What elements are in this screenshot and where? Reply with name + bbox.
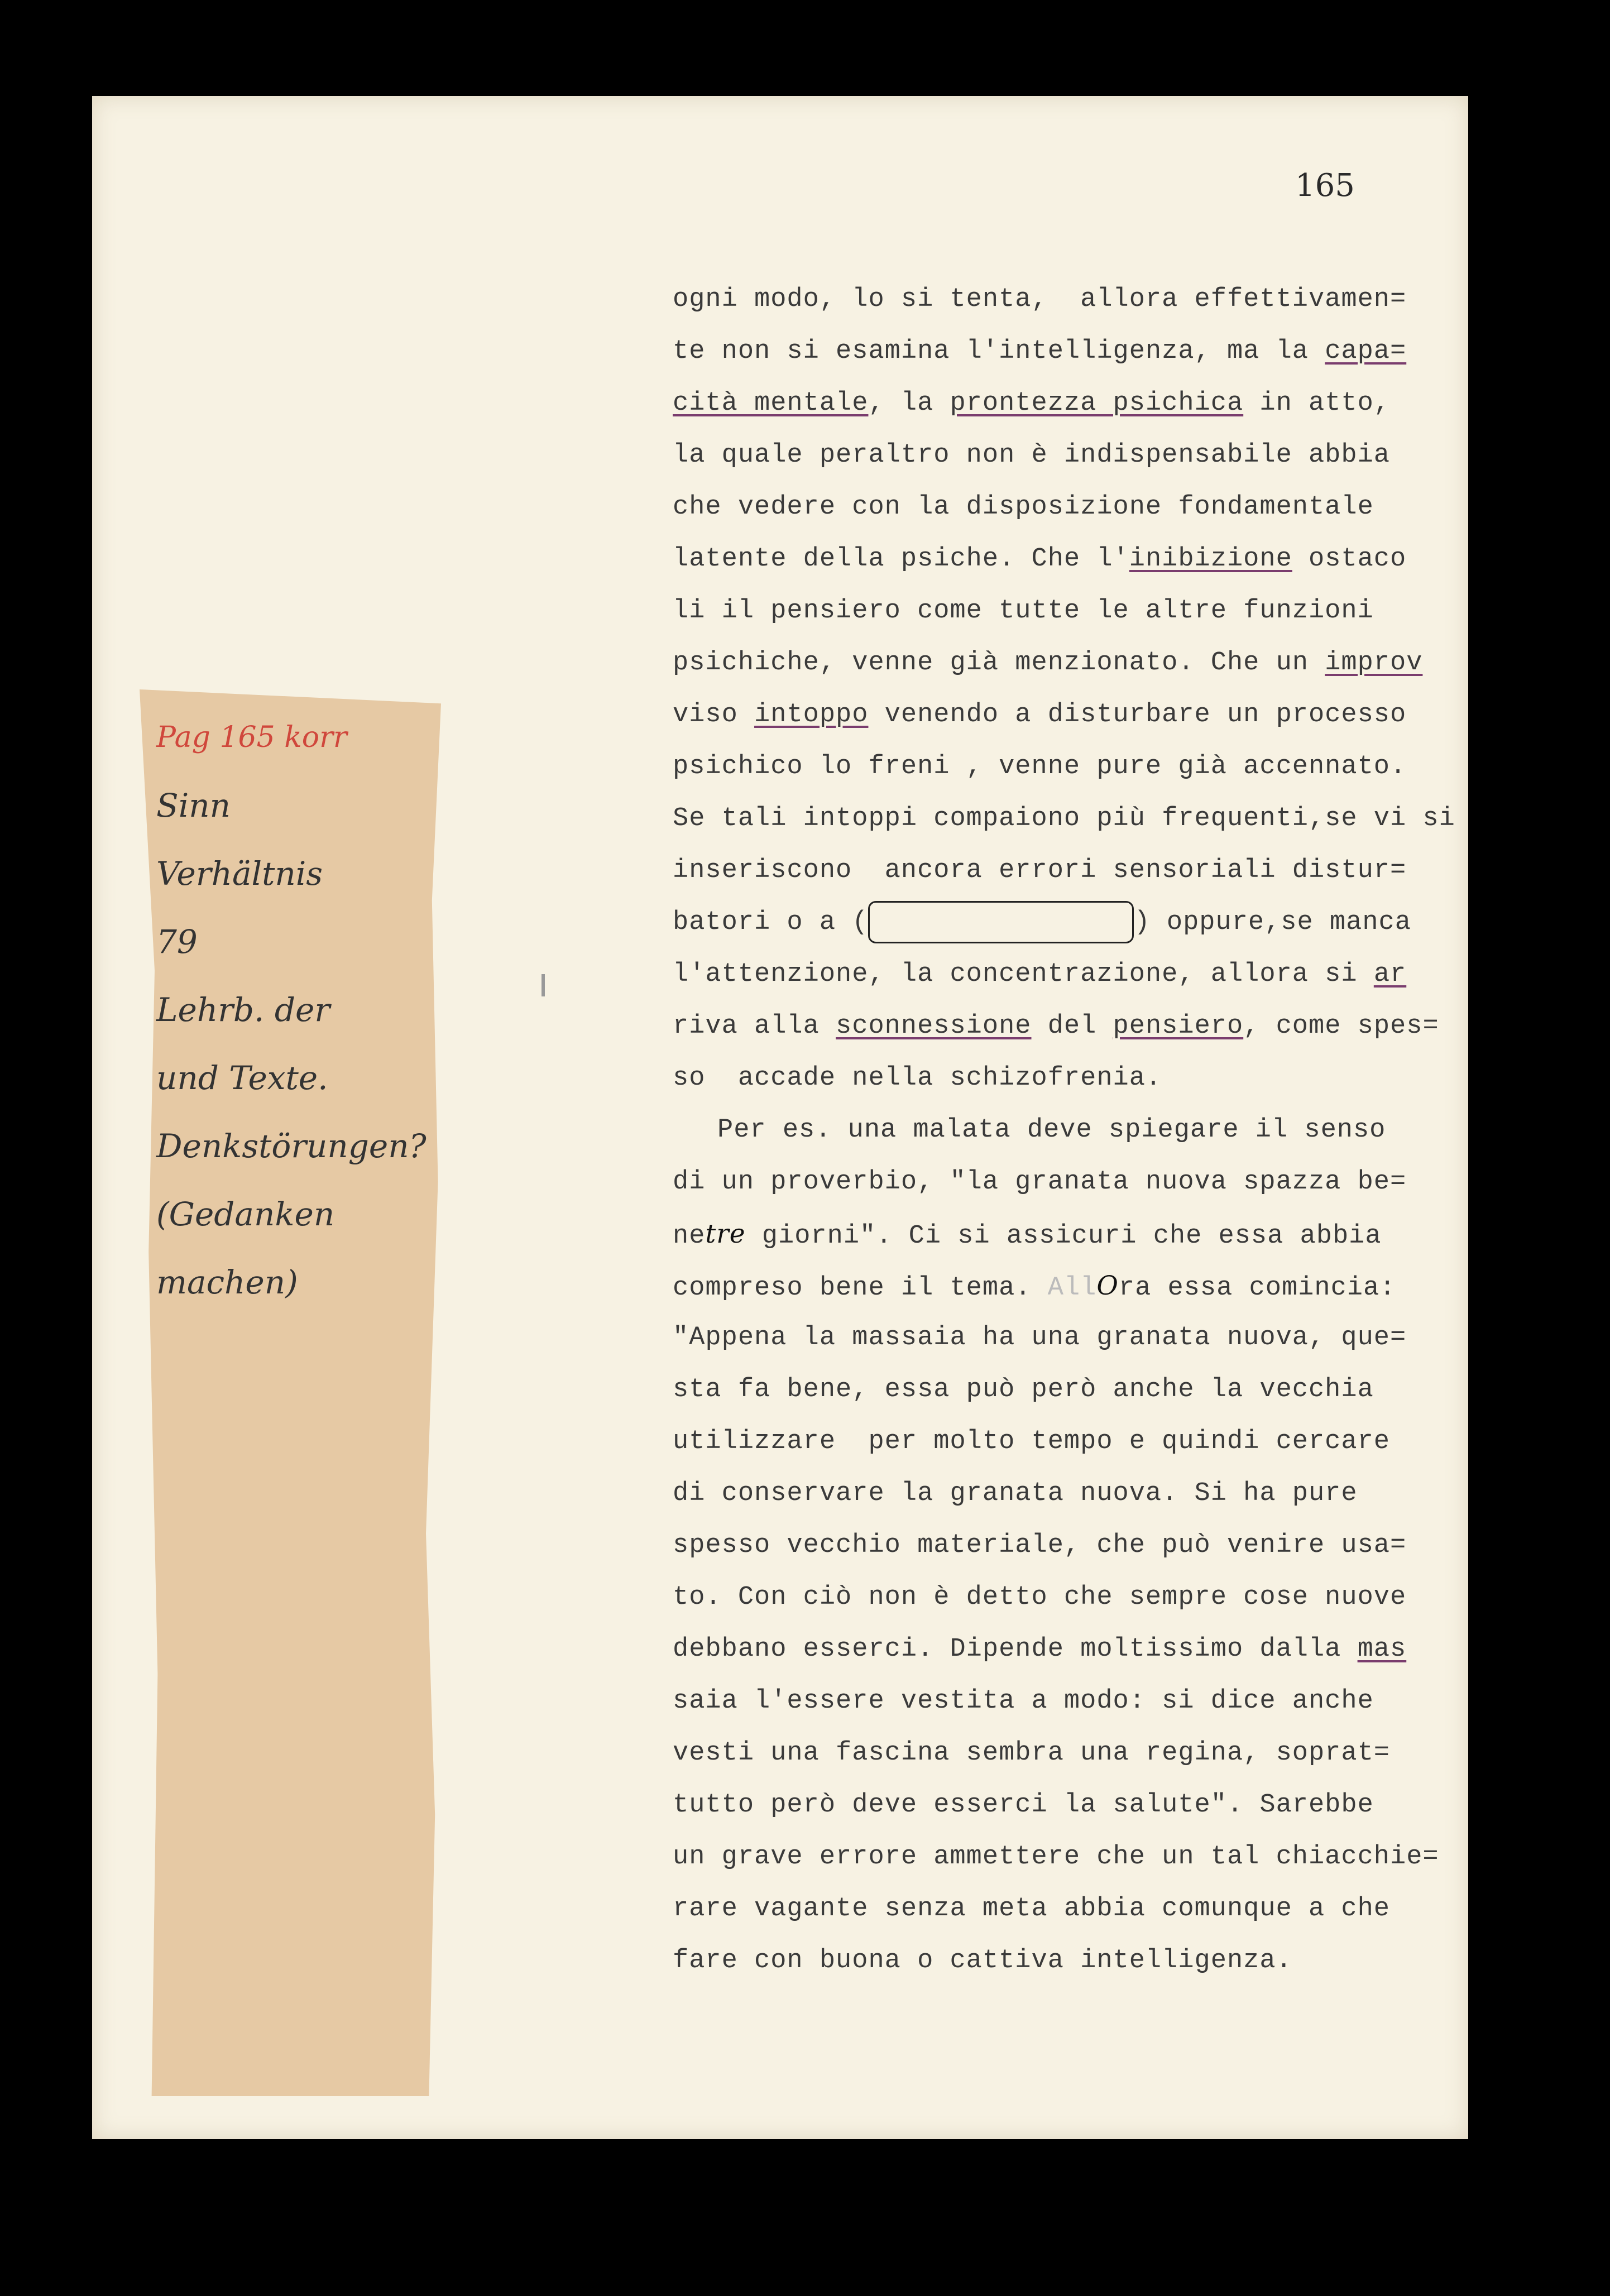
slip-line: Sinn [156, 787, 231, 825]
underlined-word: prontezza psichica [950, 389, 1244, 418]
slip-line: machen) [156, 1263, 298, 1301]
underlined-word: ar [1373, 960, 1407, 989]
text-line: cità mentale, la prontezza psichica in atto, [673, 389, 1391, 418]
text-line: riva alla sconnessione del pensiero, come spes= [673, 1012, 1439, 1041]
underlined-word: pensiero [1113, 1012, 1244, 1041]
text-line: Per es. una malata deve spiegare il senso [717, 1115, 1386, 1145]
text-line: te non si esamina l'intelligenza, ma la capa= [673, 337, 1407, 366]
text-fragment: ra essa comincia: [1118, 1273, 1396, 1303]
underlined-word: inibizione [1129, 544, 1292, 574]
text-line: Se tali intoppi compaiono più frequenti,se vi si [673, 804, 1455, 833]
text-line: di un proverbio, "la granata nuova spazza be= [673, 1167, 1407, 1197]
text-line: li il pensiero come tutte le altre funzioni [673, 596, 1374, 626]
text-line: rare vagante senza meta abbia comunque a che [673, 1894, 1391, 1924]
text-line [673, 1260, 1488, 1312]
struck-text: All [1047, 1273, 1097, 1303]
slip-line: und Texte. [156, 1059, 328, 1097]
text-line: che vedere con la disposizione fondamentale [673, 492, 1374, 522]
text-line: l'attenzione, la concentrazione, allora si ar [673, 960, 1407, 989]
page-number: 165 [1295, 167, 1355, 204]
text-line: psichiche, venne già menzionato. Che un improv [673, 648, 1423, 678]
handwritten-insert: tre [705, 1219, 746, 1249]
text-line: utilizzare per molto tempo e quindi cercare [673, 1427, 1391, 1456]
text-line: "Appena la massaia ha una granata nuova, que= [673, 1323, 1407, 1353]
text-line: spesso vecchio materiale, che può venire usa= [673, 1531, 1407, 1560]
slip-line: Verhältnis [156, 855, 323, 893]
text-line: psichico lo freni , venne pure già accennato. [673, 752, 1407, 782]
underlined-word: sconnessione [836, 1012, 1032, 1041]
stray-pencil-mark [542, 974, 545, 996]
underlined-word: capa= [1325, 337, 1407, 366]
slip-line: Lehrb. der [156, 991, 330, 1029]
redaction-box [868, 901, 1134, 943]
slip-line: (Gedanken [156, 1195, 335, 1233]
text-fragment: ) oppure,se manca [1134, 908, 1411, 937]
text-line: un grave errore ammettere che un tal chiacchie= [673, 1842, 1439, 1872]
handwritten-insert: O [1096, 1271, 1119, 1301]
underlined-word: intoppo [754, 700, 869, 730]
text-line: latente della psiche. Che l'inibizione ostaco [673, 544, 1407, 574]
underlined-word: improv [1325, 648, 1423, 678]
text-line: to. Con ciò non è detto che sempre cose nuove [673, 1583, 1407, 1612]
text-line: debbano esserci. Dipende moltissimo dalla mas [673, 1634, 1407, 1664]
slip-header: Pag 165 korr [156, 721, 347, 754]
text-line: so accade nella schizofrenia. [673, 1063, 1162, 1093]
text-line [673, 897, 1488, 948]
underlined-word: cità mentale [673, 389, 869, 418]
text-line: saia l'essere vestita a modo: si dice anche [673, 1686, 1374, 1716]
text-line: ogni modo, lo si tenta, allora effettivamen= [673, 285, 1407, 314]
underlined-word: mas [1357, 1634, 1407, 1664]
text-line: vesti una fascina sembra una regina, soprat= [673, 1738, 1391, 1768]
text-line: tutto però deve esserci la salute". Sarebbe [673, 1790, 1374, 1820]
text-line: viso intoppo venendo a disturbare un processo [673, 700, 1407, 730]
text-fragment: batori o a ( [673, 908, 869, 937]
text-line: sta fa bene, essa può però anche la vecchia [673, 1375, 1374, 1405]
text-line: di conservare la granata nuova. Si ha pure [673, 1479, 1358, 1508]
slip-line: Denkstörungen? [156, 1127, 427, 1165]
text-fragment: ne [673, 1221, 706, 1251]
text-fragment: compreso bene il tema. [673, 1273, 1032, 1303]
handwritten-slip-note [156, 703, 427, 1316]
text-line [673, 1208, 1488, 1260]
text-line: fare con buona o cattiva intelligenza. [673, 1946, 1292, 1976]
text-line: la quale peraltro non è indispensabile abbia [673, 440, 1391, 470]
typed-body [673, 274, 1488, 1987]
text-line: inseriscono ancora errori sensoriali distur= [673, 856, 1407, 885]
text-fragment: giorni". Ci si assicuri che essa abbia [745, 1221, 1382, 1251]
slip-line: 79 [156, 923, 208, 961]
